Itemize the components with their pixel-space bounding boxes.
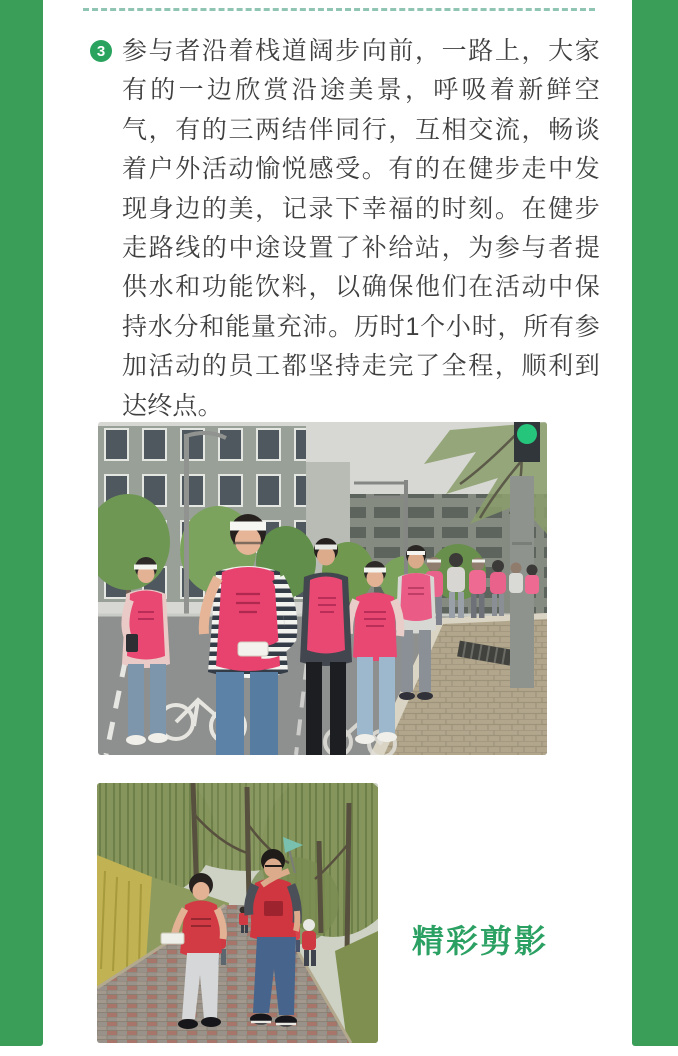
section-dashed-divider [83,8,595,11]
park-walk-photo [97,783,378,1043]
paragraph-text: 参与者沿着栈道阔步向前，一路上，大家有的一边欣赏沿途美景，呼吸着新鲜空气，有的三两结伴同行，互相交流，畅谈着户外活动愉悦感受。有的在健步走中发现身边的美，记录下幸福的时刻。在健步走路线的中途设置了补给站，为参与者提供水和功能饮料，以确保他们在活动中保持水分和能量充沛。历时1个小时，所有参加活动的员工都坚持走完了全程，顺利到达终点。 [122,37,600,420]
highlights-caption: 精彩剪影 [412,923,549,959]
green-traffic-light [517,424,537,444]
paragraph-number-badge: 3 [90,40,112,62]
park-walk-illustration [97,783,378,1043]
right-green-border-bar [632,0,678,1046]
street-walk-photo [98,422,547,755]
street-walk-illustration [98,422,547,755]
left-green-border-bar [0,0,43,1046]
